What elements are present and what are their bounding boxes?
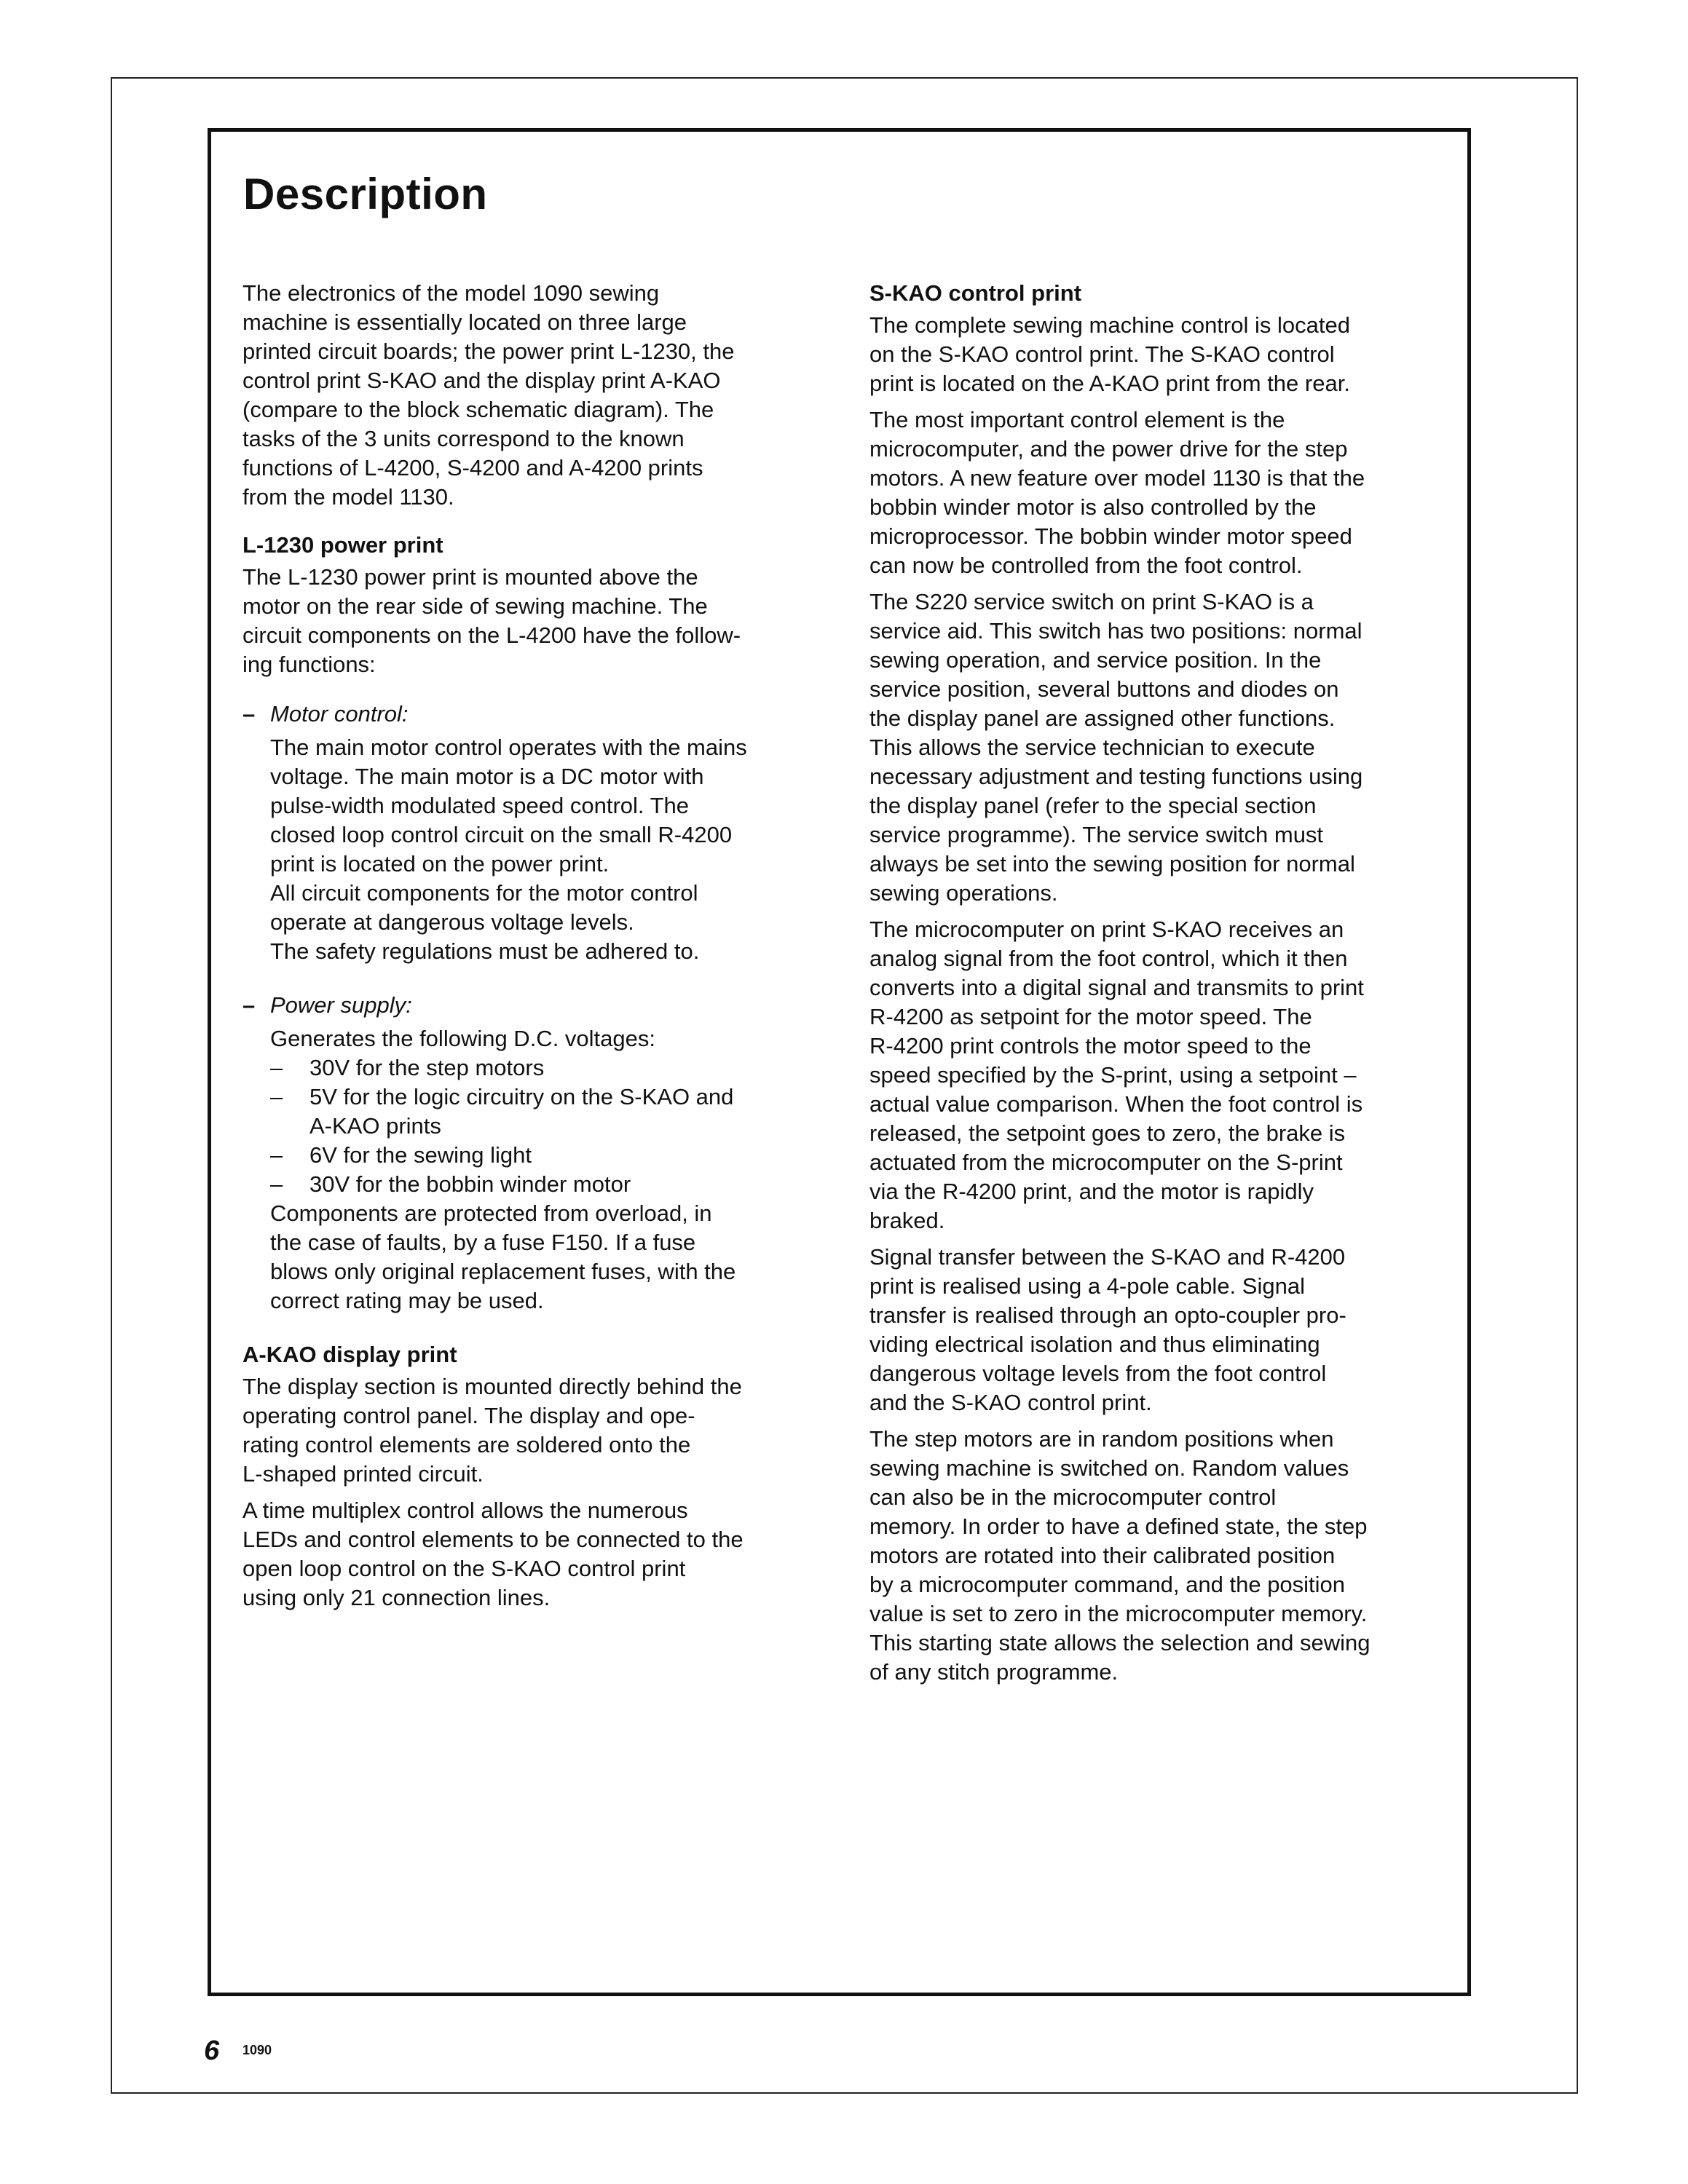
akao-heading: A-KAO display print [242, 1342, 457, 1367]
l1230-text: The L-1230 power print is mounted above the motor on the rear side of sewing machine. The circuit components on the L-4200 have the follow- ing functions: [242, 564, 741, 677]
list-dash: – [242, 992, 256, 1018]
akao-section [242, 1340, 811, 1613]
skao-paragraph: Signal transfer between the S-KAO and R-4200 print is realised using a 4-pole cable. Signal transfer is realised through an opto-coupler pro- viding electrical isolation and thus eliminating dangerous voltage levels from the foot control and the S-KAO control print. [869, 1244, 1346, 1415]
skao-paragraph: The most important control element is the microcomputer, and the power drive for the step motors. A new feature over model 1130 is that the bobbin winder motor is also controlled by the microprocessor. The bobbin winder motor speed can now be controlled from the foot control. [869, 407, 1365, 578]
power-supply-intro: Generates the following D.C. voltages: [270, 1026, 655, 1051]
motor-control-text: The main motor control operates with the mains voltage. The main motor is a DC motor with pulse-width modulated speed control. The closed loop control circuit on the small R-4200 print is located on the power print. [270, 735, 747, 877]
skao-heading: S-KAO control print [869, 280, 1082, 306]
skao-paragraph: The complete sewing machine control is located on the S-KAO control print. The S-KAO control print is located on the A-KAO print from the rear. [869, 312, 1350, 396]
motor-control-item [242, 700, 811, 966]
l1230-section [242, 531, 811, 1315]
motor-control-label: Motor control: [270, 701, 409, 727]
voltage-item: – 30V for the step motors [270, 1055, 545, 1080]
skao-paragraph: The microcomputer on print S-KAO receives an analog signal from the foot control, which it then converts into a digital signal and transmits to print R-4200 as setpoint for the motor speed. The R-4200 print controls the motor speed to the speed specified by the S-print, using a setpoint – actual value comparison. When the foot control is released, the setpoint goes to zero, the brake is actuated from the microcomputer on the S-print via the R-4200 print, and the motor is rapidly braked. [869, 917, 1364, 1233]
fuse-text: Components are protected from overload, in the case of faults, by a fuse F150. If a fuse blows only original replacement fuses, with the correct rating may be used. [270, 1200, 736, 1313]
model-code: 1090 [242, 2043, 272, 2057]
page-number: 6 [204, 2035, 220, 2066]
left-column [242, 279, 811, 1637]
motor-control-warning: All circuit components for the motor control operate at dangerous voltage levels. [270, 880, 698, 935]
l1230-heading: L-1230 power print [242, 532, 443, 558]
voltage-item: – 5V for the logic circuitry on the S-KAO and A-KAO prints [270, 1084, 734, 1139]
akao-multiplex-text: A time multiplex control allows the numerous LEDs and control elements to be connected to the open loop control on the S-KAO control print using only 21 connection lines. [242, 1497, 744, 1610]
right-column [869, 279, 1445, 1694]
voltage-list [270, 1053, 811, 1199]
list-dash: – [242, 701, 256, 727]
intro-paragraph: The electronics of the model 1090 sewing machine is essentially located on three large printed circuit boards; the power print L-1230, the control print S-KAO and the display print A-KAO (compare to the block schematic diagram). The tasks of the 3 units correspond to the known functions of L-4200, S-4200 and A-4200 prints from the model 1130. [242, 280, 735, 510]
skao-paragraph: The S220 service switch on print S-KAO is a service aid. This switch has two positions: normal sewing operation, and service position. In the service position, several buttons and diodes on the display panel are assigned other functions. This allows the service technician to execute necessary adjustment and testing functions using the display panel (refer to the special section service programme). The service switch must always be set into the sewing position for normal sewing operations. [869, 589, 1363, 906]
skao-paragraph: The step motors are in random positions when sewing machine is switched on. Random values can also be in the microcomputer control memory. In order to have a defined state, the step motors are rotated into their calibrated position by a microcomputer command, and the position value is set to zero in the microcomputer memory. This starting state allows the selection and sewing of any stitch programme. [869, 1426, 1370, 1685]
power-supply-item [242, 991, 811, 1315]
page-title: Description [243, 170, 488, 218]
voltage-item: – 6V for the sewing light [270, 1142, 532, 1168]
voltage-item: – 30V for the bobbin winder motor [270, 1171, 631, 1197]
power-supply-label: Power supply: [270, 992, 412, 1018]
akao-text: The display section is mounted directly behind the operating control panel. The display and ope- rating control elements are soldered onto the L-shaped printed circuit. [242, 1374, 742, 1487]
motor-control-safety: The safety regulations must be adhered to. [270, 938, 700, 964]
